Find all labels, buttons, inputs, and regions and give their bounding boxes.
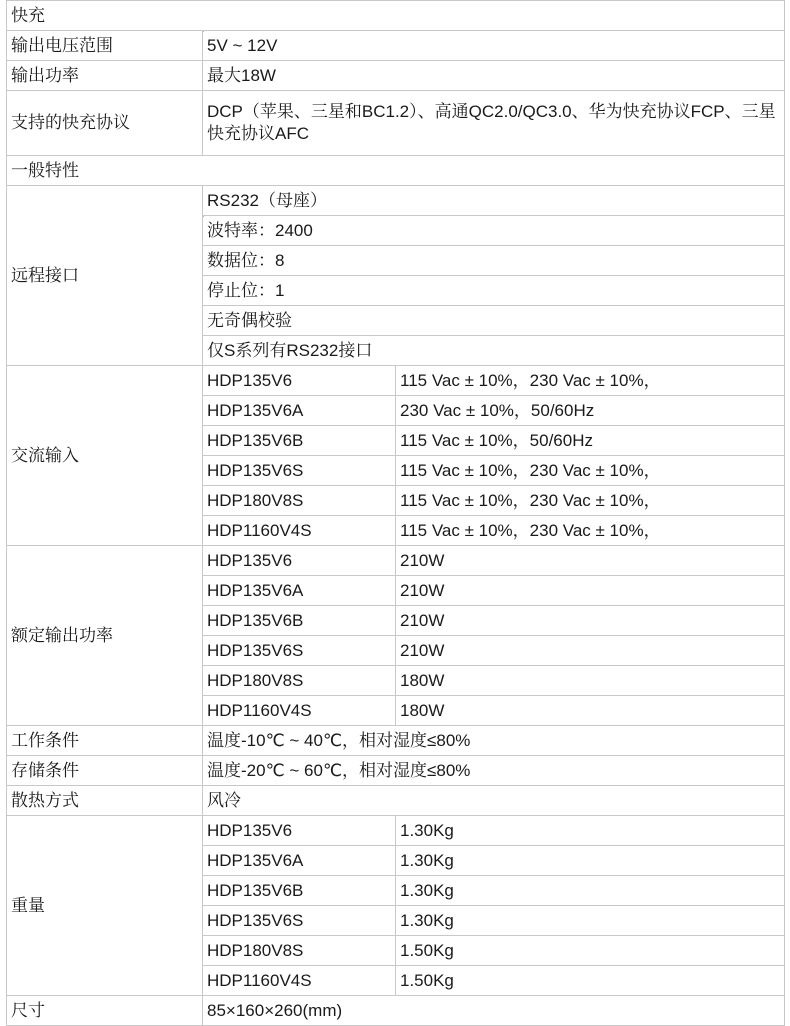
value-cell: 210W xyxy=(396,636,785,666)
model-cell: HDP135V6 xyxy=(203,816,396,846)
model-cell: HDP135V6B xyxy=(203,426,396,456)
row-value: 风冷 xyxy=(203,786,785,816)
model-cell: HDP1160V4S xyxy=(203,966,396,996)
model-cell: HDP135V6S xyxy=(203,636,396,666)
row-value xyxy=(203,31,785,61)
value-cell: 180W xyxy=(396,696,785,726)
value-cell: 115 Vac ± 10%，230 Vac ± 10%， xyxy=(396,486,785,516)
model-cell: HDP180V8S xyxy=(203,936,396,966)
model-cell: HDP135V6B xyxy=(203,876,396,906)
model-cell: HDP135V6 xyxy=(203,546,396,576)
value-cell: 1.50Kg xyxy=(396,966,785,996)
section-title-general: 一般特性 xyxy=(7,156,785,186)
table-row xyxy=(7,996,785,1026)
model-cell: HDP135V6S xyxy=(203,906,396,936)
value-cell: 210W xyxy=(396,546,785,576)
table-row xyxy=(7,186,785,216)
remote-item: RS232（母座） xyxy=(203,186,785,216)
value-cell: 1.30Kg xyxy=(396,816,785,846)
row-value: 最大18W xyxy=(203,61,785,91)
row-label: 输出电压范围 xyxy=(7,31,203,61)
value-cell: 1.30Kg xyxy=(396,846,785,876)
model-cell: HDP135V6A xyxy=(203,396,396,426)
model-cell: HDP135V6A xyxy=(203,846,396,876)
table-row xyxy=(7,91,785,156)
model-cell: HDP135V6A xyxy=(203,576,396,606)
ac-input-label: 交流输入 xyxy=(7,366,203,546)
value-cell: 210W xyxy=(396,606,785,636)
remote-item: 数据位：8 xyxy=(203,246,785,276)
row-label: 尺寸 xyxy=(7,996,203,1026)
row-value: 温度-10℃ ~ 40℃，相对湿度≤80% xyxy=(203,726,785,756)
value-cell: 115 Vac ± 10%，50/60Hz xyxy=(396,426,785,456)
table-row xyxy=(7,816,785,846)
value-cell: 115 Vac ± 10%，230 Vac ± 10%， xyxy=(396,456,785,486)
value-cell: 210W xyxy=(396,576,785,606)
model-cell: HDP135V6B xyxy=(203,606,396,636)
model-cell: HDP1160V4S xyxy=(203,696,396,726)
row-value-text: 5V ~ 12V xyxy=(207,35,278,55)
row-value: 温度-20℃ ~ 60℃，相对湿度≤80% xyxy=(203,756,785,786)
section-header-row xyxy=(7,1,785,31)
row-label: 存储条件 xyxy=(7,756,203,786)
row-label: 散热方式 xyxy=(7,786,203,816)
row-label: 支持的快充协议 xyxy=(7,91,203,156)
remote-item: 停止位：1 xyxy=(203,276,785,306)
remote-item-text: 波特率：2400 xyxy=(207,220,313,240)
table-row xyxy=(7,726,785,756)
table-row xyxy=(7,366,785,396)
value-cell: 180W xyxy=(396,666,785,696)
section-title-fast-charge: 快充 xyxy=(7,1,785,31)
model-cell: HDP1160V4S xyxy=(203,516,396,546)
model-cell: HDP180V8S xyxy=(203,666,396,696)
table-row xyxy=(7,31,785,61)
rated-power-label: 额定输出功率 xyxy=(7,546,203,726)
model-cell: HDP180V8S xyxy=(203,486,396,516)
value-cell: 1.50Kg xyxy=(396,936,785,966)
row-label: 输出功率 xyxy=(7,61,203,91)
row-value: 85×160×260(mm) xyxy=(203,996,785,1026)
spec-table xyxy=(6,0,785,1026)
table-row xyxy=(7,546,785,576)
table-row xyxy=(7,786,785,816)
weight-label: 重量 xyxy=(7,816,203,996)
row-value: DCP（苹果、三星和BC1.2）、高通QC2.0/QC3.0、华为快充协议FCP、三星快充协议AFC xyxy=(203,91,785,156)
value-cell: 1.30Kg xyxy=(396,876,785,906)
model-cell: HDP135V6 xyxy=(203,366,396,396)
table-row xyxy=(7,756,785,786)
row-label: 工作条件 xyxy=(7,726,203,756)
table-row xyxy=(7,61,785,91)
value-cell: 230 Vac ± 10%，50/60Hz xyxy=(396,396,785,426)
section-header-row xyxy=(7,156,785,186)
remote-item: 无奇偶校验 xyxy=(203,306,785,336)
value-cell: 115 Vac ± 10%，230 Vac ± 10%， xyxy=(396,516,785,546)
remote-item xyxy=(203,216,785,246)
remote-item: 仅S系列有RS232接口 xyxy=(203,336,785,366)
value-cell: 1.30Kg xyxy=(396,906,785,936)
value-cell: 115 Vac ± 10%，230 Vac ± 10%， xyxy=(396,366,785,396)
remote-interface-label: 远程接口 xyxy=(7,186,203,366)
model-cell: HDP135V6S xyxy=(203,456,396,486)
